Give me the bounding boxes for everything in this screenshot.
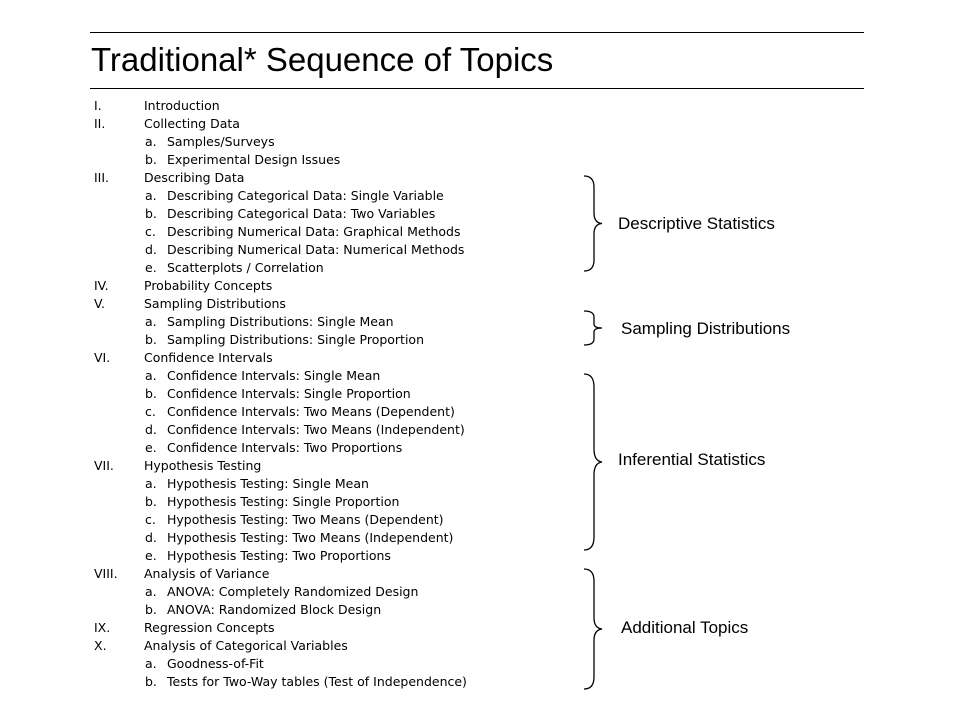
outline-text: Confidence Intervals: Two Proportions [167,440,403,455]
outline-text: Describing Numerical Data: Numerical Methods [167,242,465,257]
outline-topic [94,295,564,313]
additional-topics-label: Additional Topics [621,618,749,637]
outline-topic [94,349,564,367]
outline-text: Confidence Intervals: Two Means (Dependent) [167,404,455,419]
outline-text: Samples/Surveys [167,134,275,149]
outline-text: ANOVA: Completely Randomized Design [167,584,419,599]
outline-text: Describing Data [144,170,245,185]
slide-title: Traditional* Sequence of Topics [91,41,554,78]
outline-number: e. [145,548,157,563]
outline-subtopic [94,259,564,277]
outline-text: Sampling Distributions: Single Proportion [167,332,425,347]
outline-subtopic [94,529,564,547]
outline-text: Introduction [144,98,220,113]
outline-number: I. [94,98,102,113]
outline-number: a. [145,314,157,329]
outline-text: Hypothesis Testing [144,458,262,473]
outline-number: e. [145,260,157,275]
outline-subtopic [94,475,564,493]
topic-outline [94,97,564,691]
outline-subtopic [94,385,564,403]
outline-text: Confidence Intervals: Two Means (Independent) [167,422,465,437]
outline-text: Confidence Intervals: Single Proportion [167,386,411,401]
outline-subtopic [94,655,564,673]
outline-number: a. [145,584,157,599]
outline-subtopic [94,241,564,259]
sampling-distributions-label: Sampling Distributions [621,319,791,338]
outline-number: II. [94,116,106,131]
outline-subtopic [94,511,564,529]
outline-text: Hypothesis Testing: Two Proportions [167,548,391,563]
outline-subtopic [94,547,564,565]
outline-text: Describing Categorical Data: Two Variables [167,206,436,221]
outline-text: Hypothesis Testing: Single Mean [167,476,369,491]
outline-subtopic [94,223,564,241]
outline-subtopic [94,331,564,349]
outline-subtopic [94,421,564,439]
inferential-bracket [584,373,604,551]
outline-text: Hypothesis Testing: Two Means (Independent) [167,530,454,545]
outline-number: d. [145,242,157,257]
outline-number: VII. [94,458,114,473]
outline-subtopic [94,439,564,457]
outline-number: c. [145,404,156,419]
outline-text: Probability Concepts [144,278,273,293]
outline-text: Describing Numerical Data: Graphical Methods [167,224,461,239]
outline-subtopic [94,313,564,331]
outline-text: Analysis of Variance [144,566,270,581]
descriptive-bracket [584,175,604,272]
outline-number: c. [145,512,156,527]
outline-text: Analysis of Categorical Variables [144,638,348,653]
outline-number: IV. [94,278,109,293]
outline-topic [94,277,564,295]
outline-number: d. [145,422,157,437]
outline-subtopic [94,403,564,421]
outline-text: Confidence Intervals: Single Mean [167,368,381,383]
outline-subtopic [94,133,564,151]
outline-subtopic [94,367,564,385]
title-underline [90,88,864,89]
outline-number: VI. [94,350,111,365]
outline-topic [94,97,564,115]
outline-number: d. [145,530,157,545]
outline-text: Describing Categorical Data: Single Variable [167,188,444,203]
outline-topic [94,115,564,133]
outline-number: b. [145,332,157,347]
outline-text: Scatterplots / Correlation [167,260,324,275]
outline-text: Sampling Distributions: Single Mean [167,314,394,329]
outline-text: Confidence Intervals [144,350,273,365]
outline-number: e. [145,440,157,455]
outline-text: Collecting Data [144,116,240,131]
descriptive-statistics-label: Descriptive Statistics [618,214,775,233]
outline-subtopic [94,493,564,511]
outline-topic [94,565,564,583]
outline-subtopic [94,673,564,691]
outline-number: b. [145,386,157,401]
outline-number: VIII. [94,566,118,581]
outline-subtopic [94,601,564,619]
outline-number: IX. [94,620,111,635]
outline-subtopic [94,151,564,169]
outline-topic [94,457,564,475]
outline-number: c. [145,224,156,239]
top-rule [90,32,864,33]
outline-number: b. [145,206,157,221]
outline-text: Sampling Distributions [144,296,286,311]
outline-text: Hypothesis Testing: Two Means (Dependent) [167,512,444,527]
outline-topic [94,637,564,655]
outline-number: a. [145,368,157,383]
outline-number: b. [145,602,157,617]
outline-text: Experimental Design Issues [167,152,341,167]
outline-topic [94,169,564,187]
outline-text: Regression Concepts [144,620,275,635]
outline-text: Goodness-of-Fit [167,656,264,671]
outline-subtopic [94,205,564,223]
outline-number: b. [145,494,157,509]
outline-number: X. [94,638,107,653]
outline-topic [94,619,564,637]
outline-number: a. [145,188,157,203]
outline-number: III. [94,170,110,185]
inferential-statistics-label: Inferential Statistics [618,450,766,469]
outline-subtopic [94,187,564,205]
outline-number: b. [145,674,157,689]
outline-number: a. [145,134,157,149]
outline-text: Hypothesis Testing: Single Proportion [167,494,400,509]
outline-number: V. [94,296,105,311]
outline-text: Tests for Two-Way tables (Test of Independence) [167,674,467,689]
outline-number: a. [145,656,157,671]
additional-bracket [584,568,604,690]
outline-text: ANOVA: Randomized Block Design [167,602,382,617]
sampling-bracket [584,310,604,346]
outline-number: a. [145,476,157,491]
outline-number: b. [145,152,157,167]
outline-subtopic [94,583,564,601]
